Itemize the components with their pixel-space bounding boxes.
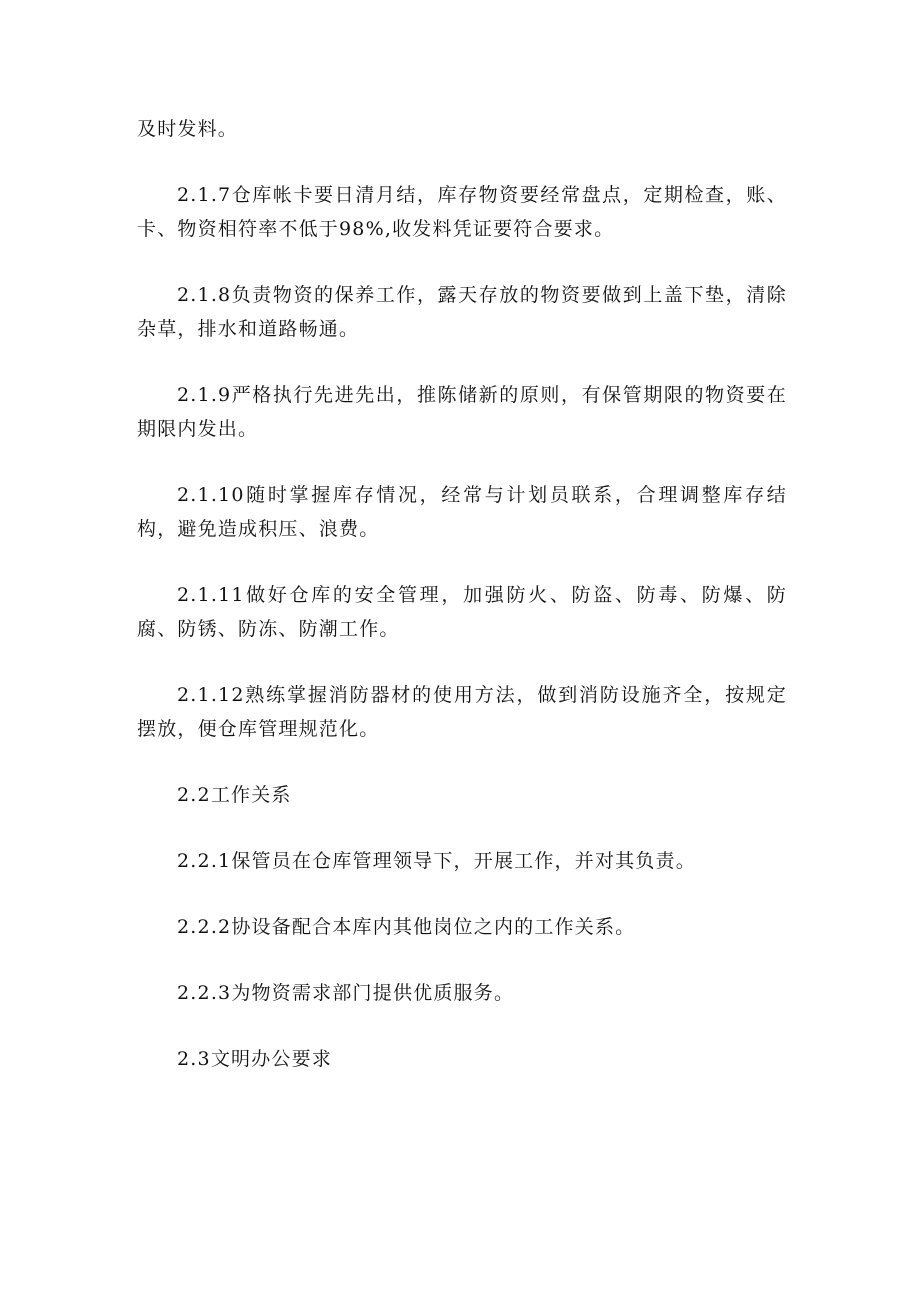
paragraph-2-2-1: 2.2.1保管员在仓库管理领导下，开展工作，并对其负责。: [177, 850, 696, 872]
paragraph-continuation: 及时发料。: [137, 118, 239, 140]
paragraph-2-1-11: 2.1.11做好仓库的安全管理，加强防火、防盗、防毒、防爆、防腐、防锈、防冻、防潮工作。: [137, 584, 787, 640]
paragraph-2-1-8: 2.1.8负责物资的保养工作，露天存放的物资要做到上盖下垫，清除杂草，排水和道路畅通。: [137, 284, 787, 340]
section-heading-2-3: 2.3文明办公要求: [177, 1048, 333, 1070]
document-body: [137, 112, 787, 1108]
paragraph-2-1-7: 2.1.7仓库帐卡要日清月结，库存物资要经常盘点，定期检查，账、卡、物资相符率不低于98%,收发料凭证要符合要求。: [137, 184, 787, 240]
paragraph-2-1-10: 2.1.10随时掌握库存情况，经常与计划员联系，合理调整库存结构，避免造成积压、浪费。: [137, 484, 787, 540]
paragraph-2-1-9: 2.1.9严格执行先进先出，推陈储新的原则，有保管期限的物资要在期限内发出。: [137, 384, 787, 440]
paragraph-2-2-2: 2.2.2协设备配合本库内其他岗位之内的工作关系。: [177, 916, 636, 938]
paragraph-2-1-12: 2.1.12熟练掌握消防器材的使用方法，做到消防设施齐全，按规定摆放，便仓库管理规范化。: [137, 684, 787, 740]
section-heading-2-2: 2.2工作关系: [177, 784, 292, 806]
paragraph-2-2-3: 2.2.3为物资需求部门提供优质服务。: [177, 982, 515, 1004]
